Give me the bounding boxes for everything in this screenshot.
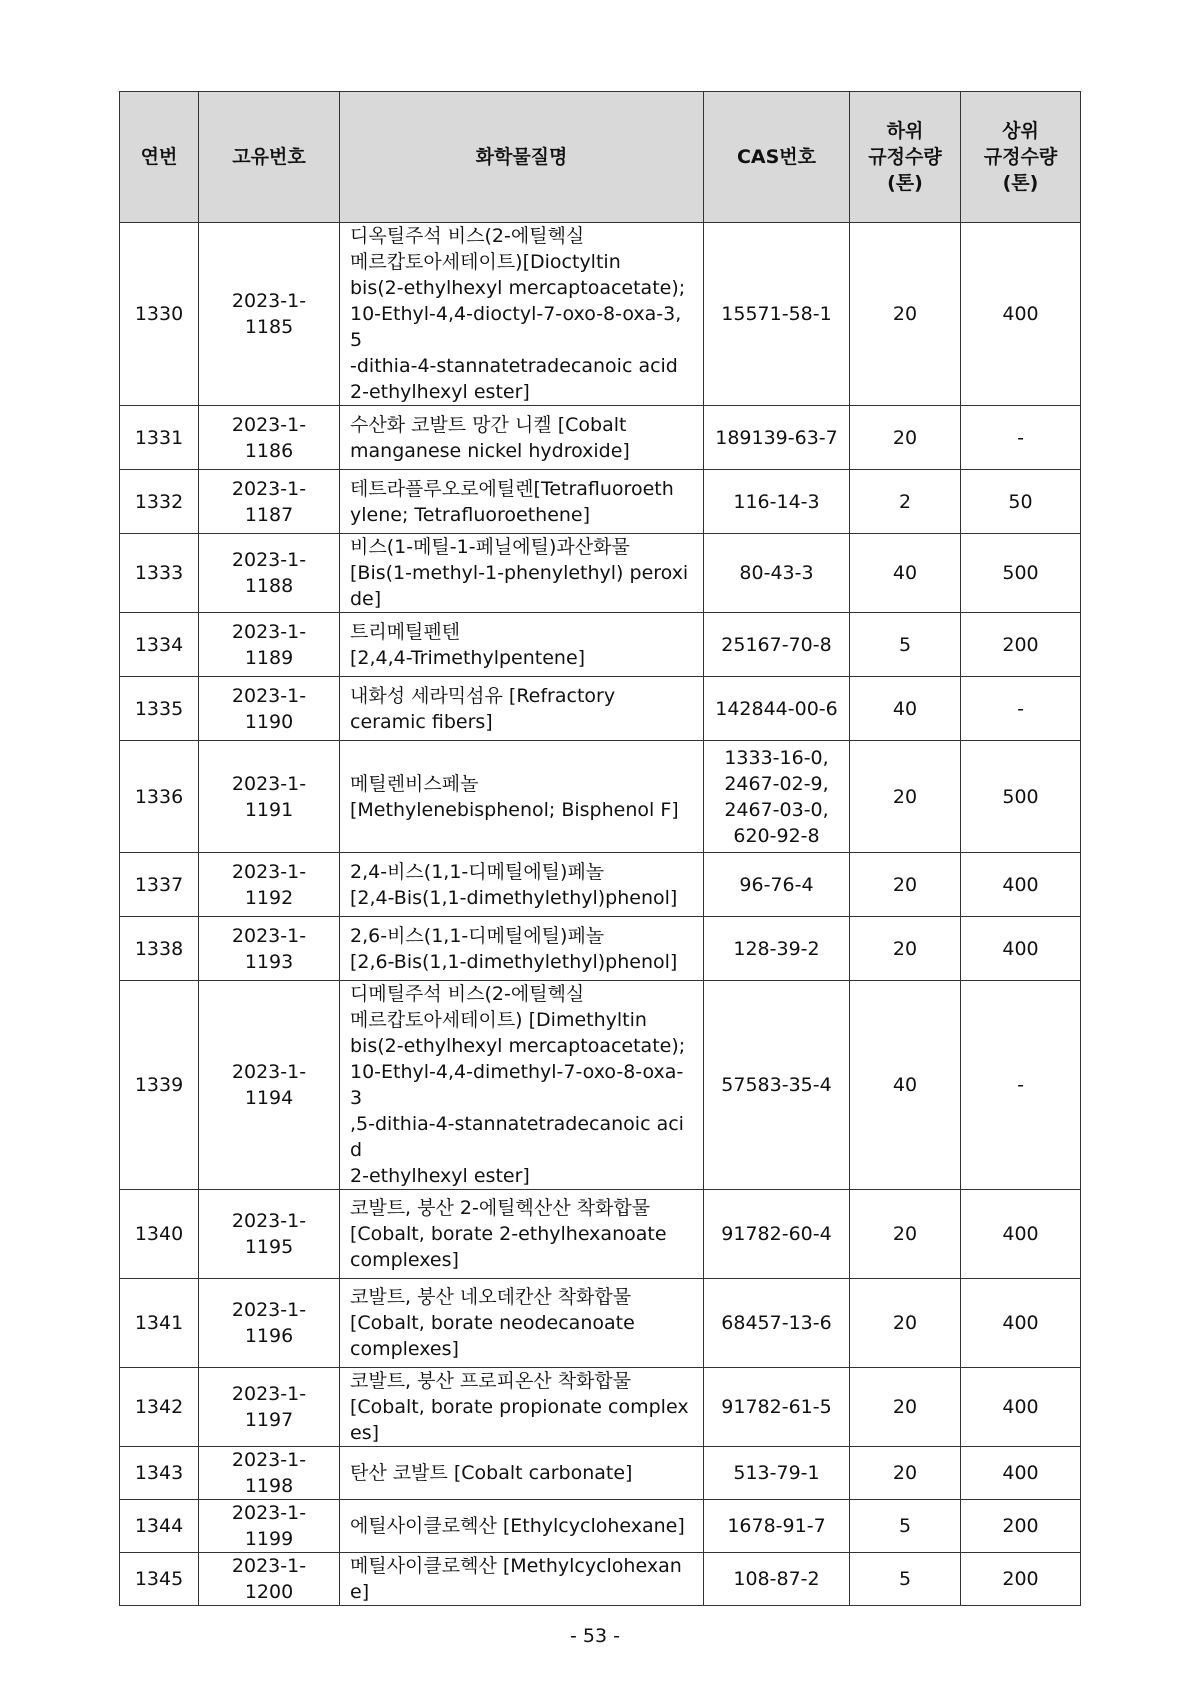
cell-no: 1344 [120,1500,199,1553]
cell-lower-quantity: 2 [850,470,961,534]
cell-no: 1345 [120,1553,199,1606]
cell-cas [704,406,850,470]
chemical-name-line: 10-Ethyl-4,4-dimethyl-7-oxo-8-oxa-3 [350,1061,684,1109]
cas-number-line: 108-87-2 [733,1568,820,1590]
cas-number-line: 2467-03-0, [724,798,829,821]
cell-no: 1340 [120,1190,199,1279]
table-row [120,1279,1081,1368]
table-row [120,1553,1081,1606]
cell-id: 2023-1-1192 [199,853,340,917]
cell-id: 2023-1-1186 [199,406,340,470]
cell-upper-quantity: 200 [961,1500,1081,1553]
cell-lower-quantity: 20 [850,406,961,470]
cell-no: 1333 [120,534,199,613]
chemical-name-line: 내화성 세라믹섬유 [Refractory [350,684,616,707]
cell-id: 2023-1-1199 [199,1500,340,1553]
chemical-name-line: 코발트, 붕산 2-에틸헥산산 착화합물 [350,1197,651,1219]
chemical-name-line: [Bis(1-methyl-1-phenylethyl) peroxide] [350,562,689,610]
chemical-name-line: [2,4,4-Trimethylpentene] [350,646,586,669]
table-row [120,223,1081,406]
chemical-name-line: 메르캅토아세테이트)[Dioctyltin [350,251,621,273]
table-row [120,1500,1081,1553]
header-upper-line3: (톤) [1002,172,1039,194]
chemical-name-line: [2,4-Bis(1,1-dimethylethyl)phenol] [350,886,678,909]
chemical-name-line: 에틸사이클로헥산 [Ethylcyclohexane] [350,1515,685,1537]
cas-number-line: 2467-02-9, [724,772,829,795]
header-no: 연번 [120,92,199,223]
cell-id: 2023-1-1194 [199,981,340,1190]
table-row [120,677,1081,741]
cell-cas [704,534,850,613]
cell-name [340,223,704,406]
cell-upper-quantity: 500 [961,741,1081,853]
cell-lower-quantity: 20 [850,917,961,981]
chemical-name-line: 비스(1-메틸-1-페닐에틸)과산화물 [350,536,630,558]
cell-cas [704,1553,850,1606]
chemical-name-line: [Cobalt, borate neodecanoate [350,1312,635,1334]
cell-no: 1337 [120,853,199,917]
cell-cas [704,1447,850,1500]
cell-name [340,1190,704,1279]
cell-upper-quantity: 400 [961,1279,1081,1368]
chemical-name-line: 2,4-비스(1,1-디메틸에틸)페놀 [350,860,605,883]
cell-cas [704,1279,850,1368]
chemical-name-line: 코발트, 붕산 네오데칸산 착화합물 [350,1286,632,1308]
chemical-name-line: 2-ethylhexyl ester] [350,1165,530,1187]
cas-number-line: 80-43-3 [739,562,814,584]
table-row [120,1447,1081,1500]
chemical-name-line: bis(2-ethylhexyl mercaptoacetate); [350,277,686,299]
chemical-name-line: ylene; Tetrafluoroethene] [350,503,591,526]
cell-no: 1336 [120,741,199,853]
cell-upper-quantity: 200 [961,613,1081,677]
chemical-name-line: 2,6-비스(1,1-디메틸에틸)페놀 [350,924,605,947]
header-lower-quantity [850,92,961,223]
cell-upper-quantity: 400 [961,1447,1081,1500]
chemical-name-line: 수산화 코발트 망간 니켈 [Cobalt [350,413,627,436]
chemical-name-line: bis(2-ethylhexyl mercaptoacetate); [350,1035,686,1057]
cas-number-line: 189139-63-7 [715,426,838,449]
table-row [120,917,1081,981]
cell-no: 1335 [120,677,199,741]
header-upper-line2: 규정수량 [983,146,1058,168]
cell-no: 1331 [120,406,199,470]
chemical-name-line: complexes] [350,1338,459,1360]
cell-upper-quantity: 400 [961,853,1081,917]
table-row [120,853,1081,917]
cell-no: 1339 [120,981,199,1190]
cell-upper-quantity: 500 [961,534,1081,613]
cell-no: 1330 [120,223,199,406]
table-header-row [120,92,1081,223]
cell-id: 2023-1-1188 [199,534,340,613]
chemical-name-line: 탄산 코발트 [Cobalt carbonate] [350,1462,633,1484]
cell-no: 1332 [120,470,199,534]
cell-cas [704,1190,850,1279]
cell-name [340,534,704,613]
chemical-name-line: 테트라플루오로에틸렌[Tetrafluoroeth [350,477,674,500]
cell-no: 1343 [120,1447,199,1500]
cell-id: 2023-1-1187 [199,470,340,534]
cas-number-line: 620-92-8 [733,824,820,847]
chemical-name-line: [Cobalt, borate propionate complexes] [350,1396,689,1444]
cell-cas [704,853,850,917]
header-upper-line1: 상위 [1002,120,1039,142]
cell-name [340,1500,704,1553]
cell-upper-quantity: - [961,677,1081,741]
cell-id: 2023-1-1185 [199,223,340,406]
cell-name [340,981,704,1190]
chemical-name-line: complexes] [350,1249,459,1271]
cell-name [340,741,704,853]
cas-number-line: 15571-58-1 [721,303,832,325]
cas-number-line: 513-79-1 [733,1462,820,1484]
chemical-name-line: [Methylenebisphenol; Bisphenol F] [350,798,679,821]
chemical-name-line: [2,6-Bis(1,1-dimethylethyl)phenol] [350,950,678,973]
chemical-name-line: 메틸렌비스페놀 [350,772,479,795]
table-row [120,613,1081,677]
chemical-name-line: 2-ethylhexyl ester] [350,381,530,403]
cell-no: 1342 [120,1368,199,1447]
cell-lower-quantity: 20 [850,223,961,406]
cell-upper-quantity: 50 [961,470,1081,534]
cell-lower-quantity: 5 [850,613,961,677]
cell-cas [704,917,850,981]
cas-number-line: 91782-61-5 [721,1396,832,1418]
cell-id: 2023-1-1195 [199,1190,340,1279]
header-id: 고유번호 [199,92,340,223]
cell-lower-quantity: 20 [850,1368,961,1447]
chemical-name-line: 10-Ethyl-4,4-dioctyl-7-oxo-8-oxa-3,5 [350,303,682,351]
cas-number-line: 96-76-4 [739,873,814,896]
cell-lower-quantity: 20 [850,1279,961,1368]
cas-number-line: 57583-35-4 [721,1074,832,1096]
cell-name [340,1279,704,1368]
cell-cas [704,1500,850,1553]
table-row [120,981,1081,1190]
chemical-name-line: 트리메틸펜텐 [350,620,461,643]
chemical-name-line: 메르캅토아세테이트) [Dimethyltin [350,1009,647,1031]
cell-cas [704,741,850,853]
table-row [120,406,1081,470]
cell-lower-quantity: 20 [850,741,961,853]
cell-name [340,1447,704,1500]
cell-upper-quantity: 200 [961,1553,1081,1606]
cell-id: 2023-1-1190 [199,677,340,741]
cell-upper-quantity: 400 [961,1368,1081,1447]
cell-cas [704,981,850,1190]
cell-lower-quantity: 40 [850,534,961,613]
cell-name [340,470,704,534]
cell-name [340,1553,704,1606]
cell-id: 2023-1-1196 [199,1279,340,1368]
cell-upper-quantity: 400 [961,917,1081,981]
cas-number-line: 25167-70-8 [721,633,832,656]
cell-id: 2023-1-1200 [199,1553,340,1606]
cell-id: 2023-1-1189 [199,613,340,677]
cell-lower-quantity: 20 [850,1447,961,1500]
chemical-name-line: -dithia-4-stannatetradecanoic acid [350,355,678,377]
cell-cas [704,223,850,406]
cell-no: 1341 [120,1279,199,1368]
cell-upper-quantity: 400 [961,223,1081,406]
table-row [120,534,1081,613]
cell-lower-quantity: 5 [850,1553,961,1606]
cas-number-line: 128-39-2 [733,937,820,960]
cell-upper-quantity: - [961,981,1081,1190]
header-lower-line2: 규정수량 [868,146,942,168]
table-body [120,223,1081,1606]
chemical-table [119,91,1081,1606]
cell-no: 1334 [120,613,199,677]
page-number: - 53 - [570,1625,620,1647]
chemical-name-line: ceramic fibers] [350,710,493,733]
chemical-name-line: 메틸사이클로헥산 [Methylcyclohexane] [350,1555,682,1603]
cell-name [340,1368,704,1447]
cas-number-line: 91782-60-4 [721,1223,832,1245]
chemical-name-line: 디메틸주석 비스(2-에틸헥실 [350,983,585,1005]
cell-id: 2023-1-1198 [199,1447,340,1500]
chemical-name-line: [Cobalt, borate 2-ethylhexanoate [350,1223,667,1245]
chemical-name-line: manganese nickel hydroxide] [350,439,630,462]
cell-name [340,853,704,917]
cell-cas [704,1368,850,1447]
cell-name [340,917,704,981]
cell-name [340,677,704,741]
chemical-name-line: 코발트, 붕산 프로피온산 착화합물 [350,1370,632,1392]
cell-no: 1338 [120,917,199,981]
header-cas: CAS번호 [704,92,850,223]
table-row [120,470,1081,534]
cell-upper-quantity: - [961,406,1081,470]
cell-cas [704,677,850,741]
table-row [120,1190,1081,1279]
cas-number-line: 116-14-3 [733,490,820,513]
chemical-name-line: ,5-dithia-4-stannatetradecanoic acid [350,1113,684,1161]
cas-number-line: 142844-00-6 [715,697,838,720]
cell-lower-quantity: 20 [850,1190,961,1279]
cell-id: 2023-1-1197 [199,1368,340,1447]
table-row [120,741,1081,853]
cell-cas [704,470,850,534]
header-upper-quantity [961,92,1081,223]
cell-name [340,613,704,677]
cell-id: 2023-1-1193 [199,917,340,981]
cell-name [340,406,704,470]
header-name: 화학물질명 [340,92,704,223]
cas-number-line: 1678-91-7 [727,1515,826,1537]
header-lower-line1: 하위 [886,120,924,142]
header-lower-line3: (톤) [887,172,923,194]
cell-cas [704,613,850,677]
chemical-name-line: 디옥틸주석 비스(2-에틸헥실 [350,225,585,247]
cell-upper-quantity: 400 [961,1190,1081,1279]
cell-lower-quantity: 20 [850,853,961,917]
cas-number-line: 1333-16-0, [724,746,829,769]
cell-id: 2023-1-1191 [199,741,340,853]
table-row [120,1368,1081,1447]
cell-lower-quantity: 40 [850,677,961,741]
cell-lower-quantity: 40 [850,981,961,1190]
cas-number-line: 68457-13-6 [721,1312,832,1334]
cell-lower-quantity: 5 [850,1500,961,1553]
